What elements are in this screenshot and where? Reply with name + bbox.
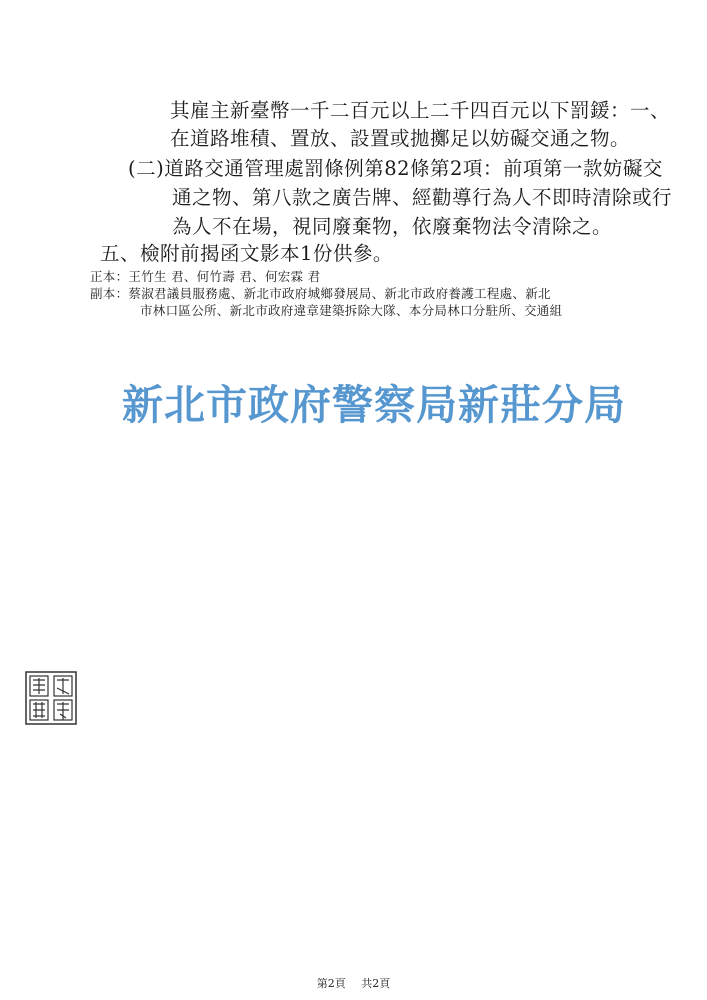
body-line-1: 其雇主新臺幣一千二百元以上二千四百元以下罰鍰：一、 (170, 99, 671, 122)
body-line-5: 為人不在場，視同廢棄物，依廢棄物法令清除之。 (172, 215, 613, 238)
body-line-3: (二)道路交通管理處罰條例第82條第2項：前項第一款妨礙交 (128, 157, 663, 180)
body-line-4: 通之物、第八款之廣告牌、經勸導行為人不即時清除或行 (172, 186, 673, 209)
recipients-main: 正本：王竹生 君、何竹壽 君、何宏霖 君 (90, 269, 321, 284)
page-number: 第2頁 (316, 977, 346, 990)
agency-stamp: 新北市政府警察局新莊分局 (122, 381, 626, 429)
recipients-copy-line-2: 市林口區公所、新北市政府違章建築拆除大隊、本分局林口分駐所、交通組 (140, 303, 563, 318)
body-line-2: 在道路堆積、置放、設置或拋擲足以妨礙交通之物。 (170, 127, 631, 150)
recipients-copy-line-1: 副本：蔡淑君議員服務處、新北市政府城鄉發展局、新北市政府養護工程處、新北 (90, 286, 551, 301)
official-seal-icon (24, 670, 78, 726)
page-footer (0, 975, 707, 991)
page-total: 共2頁 (361, 977, 391, 990)
attachment-line: 五、檢附前揭函文影本1份供參。 (100, 242, 393, 265)
